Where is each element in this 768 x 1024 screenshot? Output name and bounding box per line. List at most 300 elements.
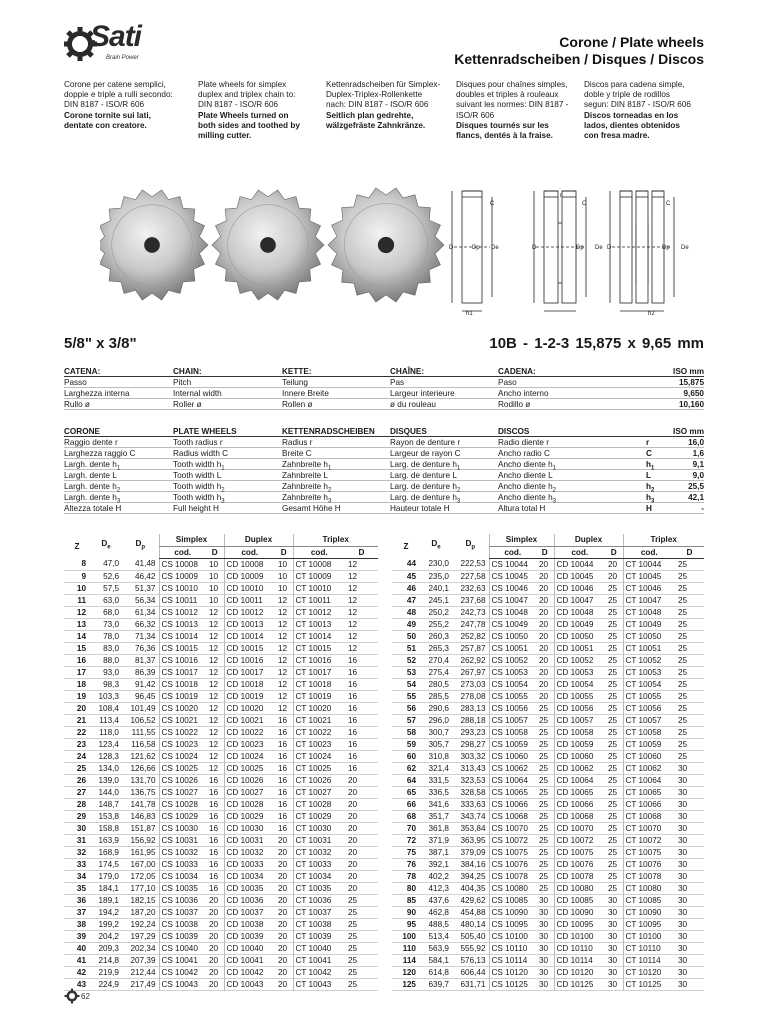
table-cell: 20 — [278, 835, 288, 845]
table-cell: CS 10056 — [489, 702, 536, 714]
table-cell: CS 10010 — [159, 582, 206, 594]
table-cell: CT 10058 — [623, 726, 675, 738]
table-row — [392, 606, 704, 618]
table-cell: 25 — [539, 847, 549, 857]
table-row — [392, 774, 704, 786]
spec-cell: Roller ø — [173, 400, 202, 409]
table-cell: 25 — [348, 967, 358, 977]
table-cell: 288,18 — [460, 715, 486, 725]
table-cell: CT 10025 — [293, 762, 345, 774]
table-cell: CD 10072 — [554, 834, 605, 846]
intro-bold-line: Plate Wheels turned on — [198, 110, 289, 120]
table-cell: 12 — [209, 715, 219, 725]
table-cell: CT 10019 — [293, 690, 345, 702]
spec-cell: Rollen ø — [282, 400, 313, 409]
table-cell: 47,0 — [103, 559, 119, 569]
table-cell: 12 — [348, 595, 358, 605]
table-cell: 16 — [278, 775, 288, 785]
table-cell: 22 — [76, 727, 86, 737]
table-row — [64, 894, 378, 906]
table-row — [392, 822, 704, 834]
table-cell: 16 — [76, 655, 86, 665]
table-cell: 273,03 — [460, 679, 486, 689]
table-row — [392, 858, 704, 870]
table-cell: 16 — [209, 883, 219, 893]
table-cell: CS 10032 — [159, 846, 206, 858]
table-cell: 257,87 — [460, 643, 486, 653]
table-cell: 25 — [608, 655, 618, 665]
intro-text-line: doubles et triples à rouleaux — [456, 90, 559, 100]
table-cell: 20 — [209, 895, 219, 905]
table-cell: 563,9 — [428, 943, 449, 953]
page-number: 62 — [81, 992, 90, 1001]
table-cell: 25 — [678, 631, 688, 641]
table-cell: 12 — [278, 595, 288, 605]
table-cell: 12 — [348, 571, 358, 581]
table-cell: CT 10026 — [293, 774, 345, 786]
table-cell: CD 10040 — [224, 942, 275, 954]
wheel-spec-table — [64, 426, 704, 514]
table-cell: 30 — [678, 883, 688, 893]
spec-cell: $h_3$ — [646, 493, 655, 505]
table-cell: 12 — [209, 643, 219, 653]
table-cell: 270,4 — [428, 655, 449, 665]
table-cell: 179,0 — [98, 871, 119, 881]
table-cell: 384,16 — [460, 859, 486, 869]
table-cell: 126,66 — [130, 763, 156, 773]
table-cell: CD 10044 — [554, 558, 605, 570]
table-cell: 70 — [406, 823, 416, 833]
table-cell: CS 10053 — [489, 666, 536, 678]
table-cell: CD 10033 — [224, 858, 275, 870]
table-cell: 25 — [608, 847, 618, 857]
table-cell: 20 — [539, 667, 549, 677]
col-d-header: D — [675, 546, 704, 558]
table-cell: CT 10078 — [623, 870, 675, 882]
table-row — [64, 606, 378, 618]
table-cell: 144,0 — [98, 787, 119, 797]
table-cell: 153,8 — [98, 811, 119, 821]
table-cell: 285,5 — [428, 691, 449, 701]
table-cell: CD 10047 — [554, 594, 605, 606]
table-cell: 20 — [539, 595, 549, 605]
table-cell: 80 — [406, 883, 416, 893]
simplex-drawing — [452, 191, 492, 311]
table-cell: CT 10028 — [293, 798, 345, 810]
table-row — [392, 786, 704, 798]
page-title-line2: Kettenradscheiben / Disques / Discos — [454, 51, 704, 67]
table-cell: CS 10042 — [159, 966, 206, 978]
intro-text-line: Discos para cadena simple, — [584, 80, 685, 89]
spec-cell: Larghezza raggio C — [64, 449, 136, 458]
table-cell: 25 — [539, 835, 549, 845]
label-dp: Dp — [662, 245, 670, 251]
table-cell: 25 — [608, 739, 618, 749]
spec-cell: C — [646, 449, 652, 458]
table-cell: 12 — [348, 631, 358, 641]
spec-cell: Radio diente r — [498, 438, 549, 447]
table-cell: 20 — [278, 931, 288, 941]
table-cell: 16 — [209, 823, 219, 833]
table-cell: CD 10114 — [554, 954, 605, 966]
table-cell: 12 — [278, 619, 288, 629]
table-cell: 20 — [348, 835, 358, 845]
table-cell: 20 — [278, 907, 288, 917]
table-cell: CT 10021 — [293, 714, 345, 726]
table-cell: 25 — [678, 643, 688, 653]
col-d-header: D — [206, 546, 224, 558]
table-cell: 25 — [678, 583, 688, 593]
table-row — [392, 726, 704, 738]
table-cell: 111,55 — [131, 727, 156, 737]
table-cell: 10 — [278, 583, 288, 593]
table-cell: CT 10010 — [293, 582, 345, 594]
table-cell: 25 — [539, 799, 549, 809]
table-cell: 30 — [608, 943, 618, 953]
table-cell: 125 — [402, 979, 416, 989]
table-cell: CD 10036 — [224, 894, 275, 906]
table-row — [392, 570, 704, 582]
table-cell: 204,2 — [98, 931, 119, 941]
table-cell: 46 — [406, 583, 416, 593]
table-cell: CS 10114 — [489, 954, 536, 966]
table-cell: CD 10095 — [554, 918, 605, 930]
table-cell: 161,95 — [130, 847, 156, 857]
spec-cell: Zahnbreite $h_3$ — [282, 493, 332, 505]
intro-bold-line: Discos torneadas en los — [584, 110, 679, 120]
table-cell: CD 10026 — [224, 774, 275, 786]
table-cell: 12 — [278, 607, 288, 617]
table-row — [392, 678, 704, 690]
table-cell: 39 — [76, 931, 86, 941]
table-cell: 42 — [76, 967, 86, 977]
table-cell: CT 10100 — [623, 930, 675, 942]
table-cell: 30 — [539, 955, 549, 965]
table-cell: 15 — [76, 643, 86, 653]
table-cell: CS 10095 — [489, 918, 536, 930]
table-cell: 53 — [406, 667, 416, 677]
spec-cell: Zahnbreite $h_1$ — [282, 460, 332, 472]
table-cell: 16 — [348, 751, 358, 761]
table-cell: 30 — [608, 979, 618, 989]
table-cell: CT 10024 — [293, 750, 345, 762]
spec-cell: ISO mm — [673, 367, 704, 376]
table-cell: 134,0 — [98, 763, 119, 773]
spec-cell: r — [646, 438, 650, 447]
table-cell: CT 10080 — [623, 882, 675, 894]
table-row — [392, 954, 704, 966]
table-row — [64, 654, 378, 666]
table-cell: CS 10038 — [159, 918, 206, 930]
table-cell: 20 — [539, 679, 549, 689]
label-d: D — [607, 245, 612, 251]
table-cell: CS 10058 — [489, 726, 536, 738]
table-cell: 168,9 — [98, 847, 119, 857]
table-cell: CT 10056 — [623, 702, 675, 714]
table-cell: CS 10054 — [489, 678, 536, 690]
table-cell: CD 10100 — [554, 930, 605, 942]
table-cell: 351,7 — [428, 811, 449, 821]
table-cell: 16 — [278, 811, 288, 821]
table-cell: CS 10040 — [159, 942, 206, 954]
table-cell: CD 10085 — [554, 894, 605, 906]
table-cell: 20 — [278, 955, 288, 965]
table-cell: 27 — [76, 787, 86, 797]
table-cell: 163,9 — [98, 835, 119, 845]
table-cell: 245,1 — [428, 595, 449, 605]
spec-cell: Tooth width $h_2$ — [173, 482, 225, 494]
table-cell: 59 — [406, 739, 416, 749]
table-row — [64, 594, 378, 606]
triplex-drawing — [610, 191, 674, 311]
table-cell: CT 10041 — [293, 954, 345, 966]
table-cell: 328,58 — [460, 787, 486, 797]
spec-cell: Gesamt Höhe H — [282, 504, 341, 513]
intro-bold-line: dentate con creatore. — [64, 120, 147, 130]
table-cell: 639,7 — [428, 979, 449, 989]
table-cell: 296,0 — [428, 715, 449, 725]
table-cell: 260,3 — [428, 631, 449, 641]
table-cell: 25 — [608, 595, 618, 605]
table-cell: 30 — [539, 967, 549, 977]
table-cell: CS 10125 — [489, 978, 536, 990]
table-cell: 20 — [539, 559, 549, 569]
spec-cell: DISCOS — [498, 427, 530, 436]
table-cell: 136,75 — [130, 787, 156, 797]
table-cell: 20 — [278, 895, 288, 905]
table-cell: CD 10032 — [224, 846, 275, 858]
table-cell: CT 10040 — [293, 942, 345, 954]
spec-cell: Largh. dente $h_3$ — [64, 493, 121, 505]
table-cell: CD 10028 — [224, 798, 275, 810]
table-row — [392, 810, 704, 822]
table-cell: 57,5 — [103, 583, 119, 593]
table-cell: CS 10078 — [489, 870, 536, 882]
table-cell: CS 10047 — [489, 594, 536, 606]
table-cell: 16 — [348, 727, 358, 737]
table-cell: 131,70 — [130, 775, 156, 785]
col-d-header: D — [275, 546, 293, 558]
table-cell: 199,2 — [98, 919, 119, 929]
table-cell: 21 — [76, 715, 86, 725]
table-row — [64, 798, 378, 810]
table-cell: 25 — [608, 607, 618, 617]
table-cell: 25 — [608, 727, 618, 737]
label-d: D — [532, 245, 537, 251]
table-cell: 28 — [76, 799, 86, 809]
table-cell: 25 — [608, 679, 618, 689]
table-cell: 98,3 — [103, 679, 119, 689]
table-cell: CT 10013 — [293, 618, 345, 630]
table-cell: CT 10055 — [623, 690, 675, 702]
table-cell: 34 — [76, 871, 86, 881]
spec-cell: 9,1 — [692, 460, 704, 469]
table-row — [392, 558, 704, 570]
table-cell: 12 — [278, 643, 288, 653]
spec-cell: ISO mm — [673, 427, 704, 436]
table-cell: 20 — [348, 811, 358, 821]
table-cell: 437,6 — [428, 895, 449, 905]
spec-cell: Ancho diente $h_1$ — [498, 460, 556, 472]
table-cell: CS 10048 — [489, 606, 536, 618]
spec-cell: Paso — [498, 378, 517, 387]
table-cell: CT 10120 — [623, 966, 675, 978]
table-cell: 128,3 — [98, 751, 119, 761]
table-cell: 83,0 — [103, 643, 119, 653]
table-cell: 20 — [278, 919, 288, 929]
col-cod-header: cod. — [554, 546, 605, 558]
spec-cell: L — [646, 471, 652, 480]
table-cell: 50 — [406, 631, 416, 641]
spec-cell: Tooth width $h_3$ — [173, 493, 225, 505]
label-de: De — [491, 245, 499, 251]
table-cell: CS 10065 — [489, 786, 536, 798]
table-cell: 20 — [348, 859, 358, 869]
table-cell: 237,68 — [460, 595, 486, 605]
table-cell: 25 — [539, 703, 549, 713]
table-row — [64, 690, 378, 702]
table-cell: 25 — [539, 787, 549, 797]
table-cell: 25 — [539, 751, 549, 761]
table-cell: 262,92 — [460, 655, 486, 665]
table-cell: 402,2 — [428, 871, 449, 881]
table-cell: 12 — [278, 631, 288, 641]
table-cell: 120 — [402, 967, 416, 977]
col-triplex-header: Triplex — [623, 534, 704, 546]
table-cell: CT 10034 — [293, 870, 345, 882]
table-row — [392, 894, 704, 906]
table-cell: CS 10016 — [159, 654, 206, 666]
table-cell: CT 10057 — [623, 714, 675, 726]
page-title — [454, 34, 704, 68]
table-cell: 177,10 — [130, 883, 156, 893]
table-cell: 25 — [608, 859, 618, 869]
table-cell: 20 — [209, 931, 219, 941]
table-cell: CD 10021 — [224, 714, 275, 726]
table-cell: 48 — [406, 607, 416, 617]
table-cell: 16 — [209, 859, 219, 869]
table-cell: 25 — [608, 691, 618, 701]
label-d: D — [449, 245, 454, 251]
table-cell: 278,08 — [460, 691, 486, 701]
table-cell: CT 10009 — [293, 570, 345, 582]
table-cell: 41,48 — [135, 559, 156, 569]
simplex-sprocket-photo — [100, 190, 208, 300]
table-cell: 30 — [678, 775, 688, 785]
table-cell: CS 10017 — [159, 666, 206, 678]
table-cell: 118,0 — [99, 727, 119, 737]
table-cell: 25 — [678, 691, 688, 701]
table-cell: 10 — [209, 559, 219, 569]
table-cell: 16 — [348, 739, 358, 749]
table-row — [64, 558, 378, 570]
col-cod-header: cod. — [293, 546, 345, 558]
table-cell: 12 — [278, 679, 288, 689]
table-cell: 41 — [76, 955, 86, 965]
table-cell: 25 — [608, 631, 618, 641]
table-cell: 25 — [678, 751, 688, 761]
table-cell: 37 — [76, 907, 86, 917]
table-cell: CD 10057 — [554, 714, 605, 726]
label-c: C — [666, 201, 671, 207]
spec-cell: Internal width — [173, 389, 222, 398]
table-cell: CD 10052 — [554, 654, 605, 666]
spec-cell: PLATE WHEELS — [173, 427, 237, 436]
table-cell: 16 — [209, 811, 219, 821]
table-cell: CD 10013 — [224, 618, 275, 630]
table-cell: 209,3 — [98, 943, 119, 953]
table-row — [392, 690, 704, 702]
spec-header-row — [64, 366, 704, 377]
intro-bold-line: Disques tournés sur les — [456, 120, 549, 130]
table-cell: CT 10044 — [623, 558, 675, 570]
table-cell: CT 10042 — [293, 966, 345, 978]
table-cell: 12 — [209, 679, 219, 689]
table-cell: CT 10095 — [623, 918, 675, 930]
table-cell: 17 — [76, 667, 86, 677]
table-cell: 12 — [348, 643, 358, 653]
table-cell: 387,1 — [428, 847, 449, 857]
table-cell: 60 — [406, 751, 416, 761]
table-row — [392, 930, 704, 942]
table-cell: CS 10021 — [159, 714, 206, 726]
table-cell: 255,2 — [428, 619, 449, 629]
table-cell: CT 10038 — [293, 918, 345, 930]
spec-cell — [646, 426, 666, 436]
spec-cell: CORONE — [64, 427, 100, 436]
table-row — [392, 630, 704, 642]
table-cell: 25 — [678, 595, 688, 605]
table-cell: 219,9 — [98, 967, 119, 977]
duplex-drawing — [534, 191, 586, 311]
sprocket-table-left — [64, 534, 378, 991]
footer-gear-icon — [64, 988, 80, 1004]
table-cell: 235,0 — [428, 571, 449, 581]
table-cell: 30 — [678, 907, 688, 917]
table-cell: 25 — [348, 895, 358, 905]
table-cell: 116,58 — [131, 739, 156, 749]
table-cell: 290,6 — [428, 703, 449, 713]
table-cell: 30 — [678, 919, 688, 929]
table-cell: 30 — [678, 967, 688, 977]
label-h2: h2 — [648, 311, 655, 317]
spec-cell: Rodillo ø — [498, 400, 531, 409]
table-cell: 65 — [406, 787, 416, 797]
table-cell: 25 — [608, 583, 618, 593]
table-row — [64, 618, 378, 630]
table-cell: 25 — [539, 727, 549, 737]
intro-text-line: suivant les normes: DIN 8187 - — [456, 100, 569, 110]
spec-cell: KETTENRADSCHEIBEN — [282, 427, 375, 436]
col-duplex-header: Duplex — [554, 534, 623, 546]
table-cell: 30 — [678, 943, 688, 953]
table-cell: 76 — [406, 859, 416, 869]
spec-cell: Raggio dente r — [64, 438, 118, 447]
table-cell: 18 — [76, 679, 86, 689]
table-cell: 25 — [539, 715, 549, 725]
table-cell: 114 — [402, 955, 416, 965]
table-cell: 35 — [76, 883, 86, 893]
table-cell: CS 10044 — [489, 558, 536, 570]
table-cell: 31 — [76, 835, 86, 845]
table-cell: 16 — [348, 691, 358, 701]
table-cell: CS 10055 — [489, 690, 536, 702]
table-cell: CS 10051 — [489, 642, 536, 654]
table-cell: 172,05 — [130, 871, 156, 881]
col-d-header: D — [345, 546, 378, 558]
table-cell: CD 10022 — [224, 726, 275, 738]
table-cell: 25 — [608, 883, 618, 893]
